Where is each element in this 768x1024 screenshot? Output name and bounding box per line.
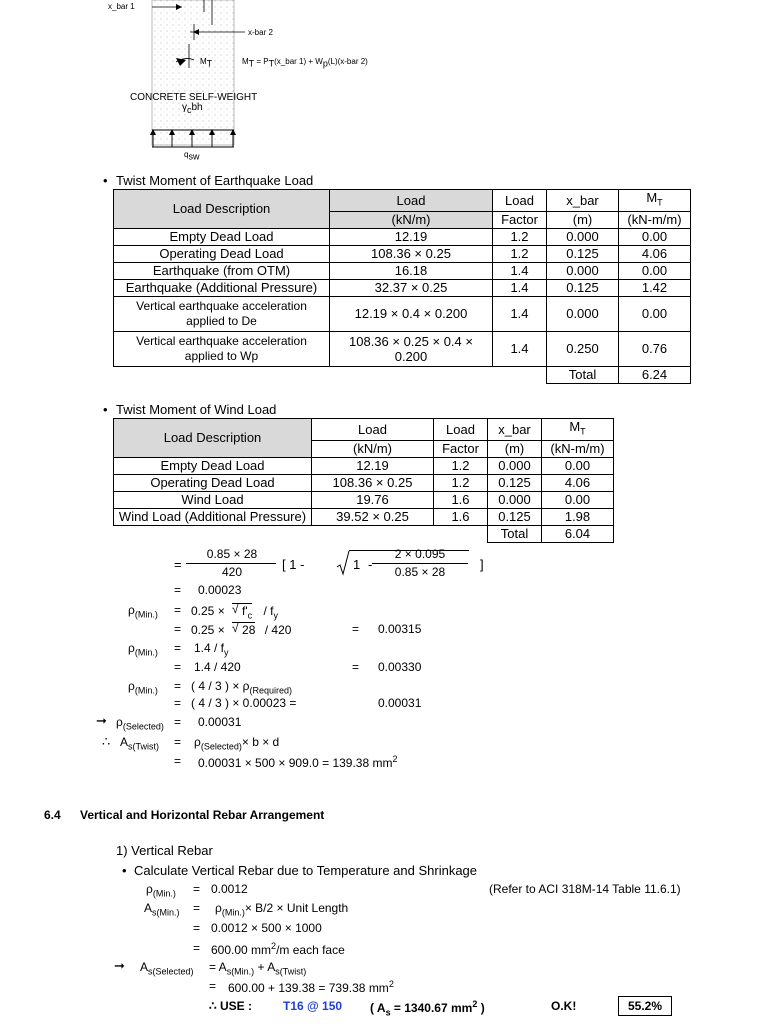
cell-xbar: 0.000 (488, 491, 542, 508)
cell-load: 12.19 (330, 228, 493, 245)
qsw-label: $q_{sw}$ (184, 150, 200, 162)
table-row (114, 508, 614, 525)
cell-lf: 1.4 (493, 262, 547, 279)
table-row (114, 474, 614, 491)
equals-sign: = (193, 882, 201, 896)
cell-mt: 0.00 (542, 491, 614, 508)
col-header-xbar: x_bar (547, 190, 619, 212)
cell-xbar: 0.125 (488, 508, 542, 525)
as-min-formula: $\rho_{(Min.)}\times B/2$ × Unit Length (215, 901, 349, 918)
cell-xbar: 0.000 (547, 262, 619, 279)
col-header-load: Load (312, 419, 434, 441)
cell-lf: 1.4 (493, 296, 547, 331)
table-row (114, 228, 691, 245)
sqrt-icon: √ (232, 621, 239, 635)
cell-load: 39.52 × 0.25 (312, 508, 434, 525)
fraction1-denominator: 420 (221, 565, 243, 579)
as-min-calc: 0.0012 × 500 × 1000 (211, 921, 322, 935)
rebar-spec: T16 @ 150 (283, 999, 343, 1013)
sqrt-icon (336, 550, 350, 576)
cell-xbar: 0.125 (488, 474, 542, 491)
table-row (114, 262, 691, 279)
mt-equation: $M_T$ = $P_T(x\_bar$ $1) + W_p(L)(x$-bar 2) (242, 57, 368, 69)
xbar2-label: x-bar 2 (248, 28, 273, 37)
col-header-desc: Load Description (114, 419, 312, 458)
total-row (114, 366, 691, 383)
arrow-right-icon: ➞ (96, 713, 107, 728)
therefore-icon: ∴ (102, 734, 111, 749)
utilization-ratio-box: 55.2% (618, 996, 672, 1016)
gamma-label: $\gamma_cbh$ (182, 102, 203, 115)
rho-required-value: 0.00023 (198, 583, 242, 597)
col-header-xbar-unit: (m) (547, 211, 619, 228)
cell-load: 32.37 × 0.25 (330, 279, 493, 296)
bullet: • (122, 863, 127, 878)
as-provided: ( $A_s = 1340.67$ $mm^2$ ) (370, 999, 485, 1018)
cell-lf: 1.2 (434, 474, 488, 491)
col-header-mt-unit: (kN-m/m) (542, 440, 614, 457)
rho-min-value-3: 0.00031 (378, 696, 422, 710)
col-header-xbar-unit: (m) (488, 440, 542, 457)
equals-sign: = (174, 679, 182, 693)
cell-lf: 1.2 (434, 457, 488, 474)
rho-min-formula: 0.25 × √ $f'_c / f_y$ (191, 602, 279, 621)
cell-lf: 1.2 (493, 228, 547, 245)
wall-section-drawing (100, 0, 300, 160)
cell-lf: 1.4 (493, 279, 547, 296)
rho-min-value-1: 0.00315 (378, 622, 422, 636)
aci-reference: (Refer to ACI 318M-14 Table 11.6.1) (489, 882, 681, 896)
equals-sign: = (174, 735, 182, 749)
as-selected-label: $A_{s(Selected)}$ (140, 960, 194, 977)
as-selected-formula: = $A_{s(Min.)} + A_{s(Twist)}$ (209, 960, 307, 977)
table-row (114, 491, 614, 508)
table-row (114, 296, 691, 331)
table-row (114, 279, 691, 296)
equals-sign: = (193, 901, 201, 915)
col-header-desc: Load Description (114, 190, 330, 229)
bracket-open: [ 1 - (282, 557, 305, 572)
as-twist-calc: 0.00031 × 500 × 909.0 = 139.38 $mm^2$ (198, 754, 398, 770)
cell-desc: Vertical earthquake acceleration applied to De (114, 296, 330, 331)
rho-min-label: $\rho_{(Min.)}$ (146, 882, 176, 899)
cell-mt: 0.00 (619, 228, 691, 245)
equals-sign: = (174, 622, 182, 636)
equals-sign: = (174, 583, 182, 597)
as-selected-calc: 600.00 + 139.38 = 739.38 $mm^2$ (228, 979, 394, 995)
equals-sign: = (174, 603, 182, 617)
cell-load: 108.36 × 0.25 × 0.4 × 0.200 (330, 331, 493, 366)
col-header-load-unit: (kN/m) (312, 440, 434, 457)
total-label: Total (488, 525, 542, 542)
section-number: 6.4 (44, 808, 61, 822)
rho-min-label: $\rho_{(Min.)}$ (128, 641, 158, 658)
cell-xbar: 0.000 (488, 457, 542, 474)
cell-mt: 0.00 (619, 262, 691, 279)
equals-sign: = (174, 641, 182, 655)
cell-lf: 1.6 (434, 491, 488, 508)
col-header-lf: Load (434, 419, 488, 441)
cell-load: 12.19 × 0.4 × 0.200 (330, 296, 493, 331)
equals-sign: = (174, 660, 182, 674)
cell-mt: 1.42 (619, 279, 691, 296)
as-twist-label: $A_{s(Twist)}$ (120, 735, 160, 752)
cell-xbar: 0.125 (547, 245, 619, 262)
cell-load: 12.19 (312, 457, 434, 474)
equals-sign: = (174, 754, 182, 768)
rho-min-calc-3: ( 4 / 3 ) × 0.00023 = (191, 696, 297, 710)
equals-sign: = (352, 622, 360, 636)
cell-desc: Earthquake (Additional Pressure) (114, 279, 330, 296)
as-min-result: 600.00 $mm^2/m$ each face (211, 941, 345, 957)
cell-lf: 1.6 (434, 508, 488, 525)
equals-sign: = (174, 696, 182, 710)
ok-status: O.K! (551, 999, 577, 1013)
total-value: 6.24 (619, 366, 691, 383)
arrow-right-icon: ➞ (114, 958, 125, 973)
fraction1-bar (186, 563, 276, 564)
sqrt-fc: √ $f'_c$ (232, 602, 253, 621)
cell-mt: 4.06 (619, 245, 691, 262)
wall-body (152, 0, 234, 145)
cell-mt: 1.98 (542, 508, 614, 525)
equals-sign: = (209, 979, 217, 993)
col-header-mt: $M_T$ (542, 419, 614, 441)
total-label: Total (547, 366, 619, 383)
col-header-mt: $M_T$ (619, 190, 691, 212)
equals-sign: = (174, 715, 182, 729)
cell-mt: 0.76 (619, 331, 691, 366)
fraction2-numerator: 2 × 0.095 (394, 547, 446, 561)
equals-sign: = (193, 941, 201, 955)
use-label: ∴ USE : (209, 999, 252, 1013)
one: 1 (353, 557, 361, 572)
earthquake-heading: Twist Moment of Earthquake Load (116, 173, 314, 188)
rho-min-formula-2: $1.4 / f_y$ (194, 641, 229, 658)
xbar1-label: x_bar 1 (108, 2, 135, 11)
cell-load: 19.76 (312, 491, 434, 508)
rho-min-value-2: 0.00330 (378, 660, 422, 674)
subsection-vertical-rebar: 1) Vertical Rebar (116, 843, 213, 858)
table-row (114, 245, 691, 262)
cell-xbar: 0.250 (547, 331, 619, 366)
cell-mt: 0.00 (619, 296, 691, 331)
cell-load: 108.36 × 0.25 (312, 474, 434, 491)
cell-desc: Wind Load (Additional Pressure) (114, 508, 312, 525)
wind-heading: Twist Moment of Wind Load (116, 402, 277, 417)
col-header-mt-unit: (kN-m/m) (619, 211, 691, 228)
col-header-lf: Load (493, 190, 547, 212)
col-header-xbar: x_bar (488, 419, 542, 441)
cell-xbar: 0.125 (547, 279, 619, 296)
as-twist-formula: $\rho_{(Selected)}\times b \times d$ (194, 735, 280, 752)
as-min-label: $A_{s(Min.)}$ (144, 901, 180, 918)
earthquake-table (113, 189, 691, 384)
rho-min-label: $\rho_{(Min.)}$ (128, 603, 158, 620)
cell-desc: Empty Dead Load (114, 457, 312, 474)
col-header-lf2: Factor (434, 440, 488, 457)
bracket-close: ] (480, 557, 484, 572)
table-row (114, 331, 691, 366)
cell-desc: Vertical earthquake acceleration applied to Wp (114, 331, 330, 366)
earthquake-bullet: • (103, 173, 108, 188)
subsection-temperature-shrinkage: Calculate Vertical Rebar due to Temperature and Shrinkage (134, 863, 478, 878)
rho-min-calc: 0.25 × √ 28 / 420 (191, 621, 292, 637)
cell-desc: Operating Dead Load (114, 245, 330, 262)
equals-sign: = (193, 921, 201, 935)
cell-desc: Wind Load (114, 491, 312, 508)
cell-desc: Earthquake (from OTM) (114, 262, 330, 279)
equals-sign: = (174, 557, 182, 572)
cell-load: 16.18 (330, 262, 493, 279)
rho-min-value: 0.0012 (211, 882, 248, 896)
minus: - (368, 557, 373, 572)
total-value: 6.04 (542, 525, 614, 542)
table-row (114, 457, 614, 474)
cell-xbar: 0.000 (547, 228, 619, 245)
cell-mt: 0.00 (542, 457, 614, 474)
cell-lf: 1.2 (493, 245, 547, 262)
sqrt-icon: √ (232, 602, 239, 616)
wind-table (113, 418, 614, 543)
cell-load: 108.36 × 0.25 (330, 245, 493, 262)
cell-xbar: 0.000 (547, 296, 619, 331)
section-title: Vertical and Horizontal Rebar Arrangement (80, 808, 325, 822)
mt-label: $M_T$ (200, 57, 213, 69)
fraction2-bar (372, 563, 468, 564)
fraction1-numerator: 0.85 × 28 (206, 547, 258, 561)
wind-bullet: • (103, 402, 108, 417)
cell-lf: 1.4 (493, 331, 547, 366)
concrete-self-weight-label: CONCRETE SELF-WEIGHT (130, 92, 258, 103)
total-row (114, 525, 614, 542)
rho-min-formula-3: ( 4 / 3 ) × $\rho_{(Required)}$ (191, 679, 293, 696)
rho-selected-label: $\rho_{(Selected)}$ (116, 715, 164, 732)
cell-desc: Empty Dead Load (114, 228, 330, 245)
fraction2-denominator: 0.85 × 28 (394, 565, 446, 579)
equals-sign: = (352, 660, 360, 674)
col-header-load: Load (330, 190, 493, 212)
cell-mt: 4.06 (542, 474, 614, 491)
rho-selected-value: 0.00031 (198, 715, 242, 729)
col-header-load-unit: (kN/m) (330, 211, 493, 228)
sqrt-28: √ 28 (232, 621, 256, 637)
col-header-lf2: Factor (493, 211, 547, 228)
cell-desc: Operating Dead Load (114, 474, 312, 491)
rho-min-label: $\rho_{(Min.)}$ (128, 679, 158, 696)
rho-min-calc-2: 1.4 / 420 (194, 660, 241, 674)
